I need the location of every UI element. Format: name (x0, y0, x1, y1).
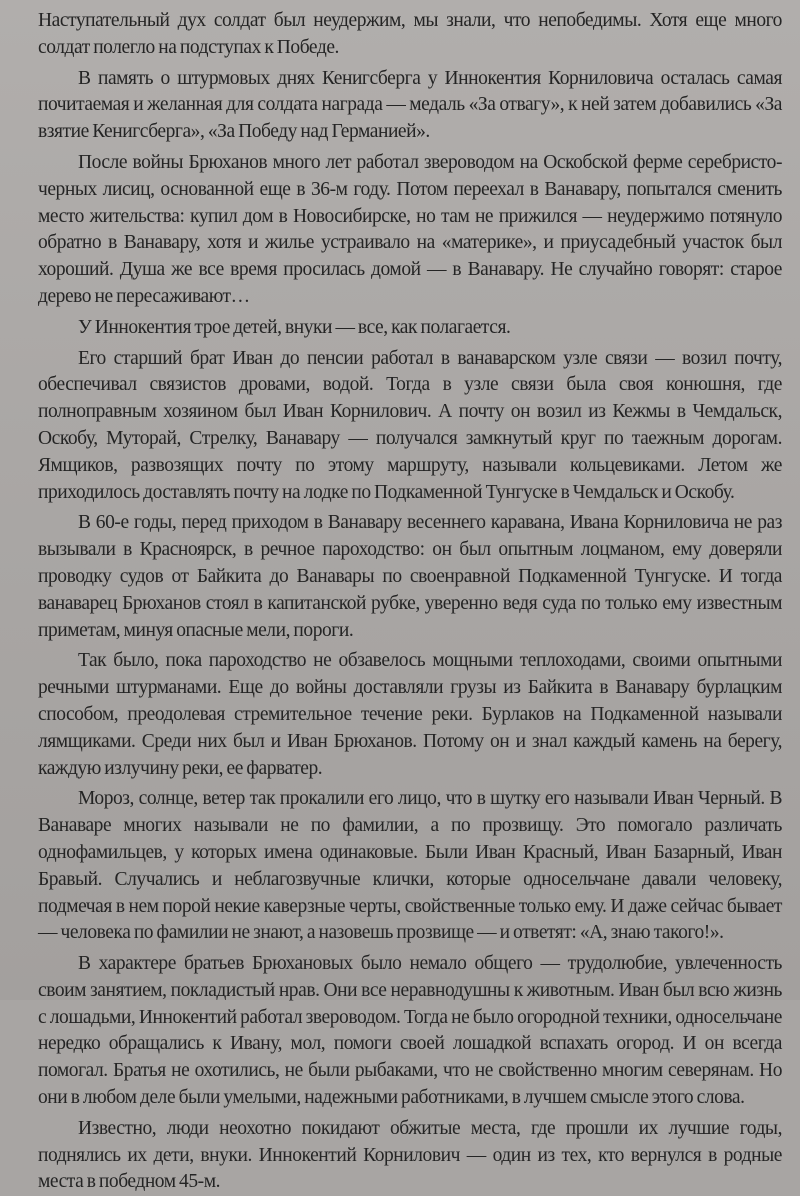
paragraph-5: Его старший брат Иван до пенсии работал в ванаварском узле связи — возил почту, обеспечивал связистов дровами, водой. Тогда в узле связи была своя конюшня, где полноправным хозяином был Иван Корнилович. А почту он возил из Кежмы в Чемдальск, Оскобу, Муторай, Стрелку, Ванавару — получался замкнутый круг по таежным дорогам. Ямщиков, развозящих почту по этому маршруту, называли кольцевиками. Летом же приходилось доставлять почту на лодке по Подкаменной Тунгуске в Чемдальск и Оскобу. (38, 347, 782, 503)
paragraph-3: После войны Брюханов много лет работал звероводом на Оскобской ферме серебристо-черных лисиц, основанной еще в 36-м году. Потом переехал в Ванавару, попытался сменить место жительства: купил дом в Новосибирске, но там не прижился — неудержимо потянуло обратно в Ванавару, хотя и жилье устраивало на «материке», и приусадебный участок был хороший. Душа же все время просилась домой — в Ванавару. Не случайно говорят: старое дерево не пересаживают… (38, 151, 782, 307)
paragraph-6: В 60-е годы, перед приходом в Ванавару весеннего каравана, Ивана Корниловича не раз вызывали в Красноярск, в речное пароходство: он был опытным лоцманом, ему доверяли проводку судов от Байкита до Ванавары по своенравной Подкаменной Тунгуске. И тогда ванаварец Брюханов стоял в капитанской рубке, уверенно ведя суда по только ему известным приметам, минуя опасные мели, пороги. (38, 512, 782, 641)
paragraph-8: Мороз, солнце, ветер так прокалили его лицо, что в шутку его называли Иван Черный. В Ванаваре многих называли не по фамилии, а по прозвищу. Это помогало различать однофамильцев, у которых имена одинаковые. Были Иван Красный, Иван Базарный, Иван Бравый. Случались и неблагозвучные клички, которые односельчане давали человеку, подмечая в нем порой некие каверзные черты, свойственные только ему. И даже сейчас бывает — человека по фамилии не знают, а назовешь прозвище — и ответят: «А, знаю такого!». (38, 788, 782, 944)
paragraph-7: Так было, пока пароходство не обзавелось мощными теплоходами, своими опытными речными штурманами. Еще до войны доставляли грузы из Байкита в Ванавару бурлацким способом, преодолевая стремительное течение реки. Бурлаков на Подкаменной называли лямщиками. Среди них был и Иван Брюханов. Потому он и знал каждый камень на берегу, каждую излучину реки, ее фарватер. (38, 650, 782, 779)
paragraph-2: В память о штурмовых днях Кенигсберга у Иннокентия Корниловича осталась самая почитаемая и желанная для солдата награда — медаль «За отвагу», к ней затем добавились «За взятие Кенигсберга», «За Победу над Германией». (38, 67, 782, 143)
paragraph-10: Известно, люди неохотно покидают обжитые места, где прошли их лучшие годы, поднялись их дети, внуки. Иннокентий Корнилович — один из тех, кто вернулся в родные места в победном 45-м. (38, 1117, 782, 1193)
paragraph-9: В характере братьев Брюхановых было немало общего — трудолюбие, увлеченность своим занятием, покладистый нрав. Они все неравнодушны к животным. Иван был всю жизнь с лошадьми, Иннокентий работал звероводом. Тогда не было огородной техники, односельчане нередко обращались к Ивану, мол, помоги своей лошадкой вспахать огород. И он всегда помогал. Братья не охотились, не были рыбаками, что не свойственно многим северянам. Но они в любом деле были умелыми, надежными работниками, в лучшем смысле этого слова. (38, 953, 782, 1109)
paragraph-4: У Иннокентия трое детей, внуки — все, как полагается. (78, 316, 511, 338)
paragraph-1: Наступательный дух солдат был неудержим, мы знали, что непобедимы. Хотя еще много солдат полегло на подступах к Победе. (38, 10, 782, 58)
